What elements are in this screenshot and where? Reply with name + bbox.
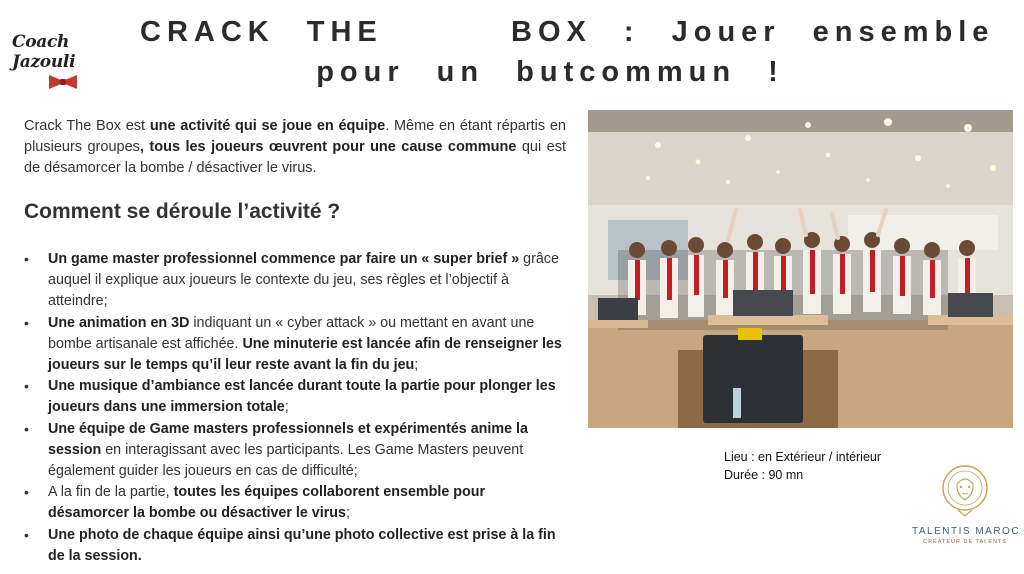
title-line-2: pour un butcommun ! (316, 56, 784, 88)
talentis-tagline: CRÉATEUR DE TALENTS (923, 539, 1007, 545)
bowtie-icon (48, 74, 78, 90)
step-bold: toutes les équipes collaborent ensemble pour désamorcer la bombe ou désactiver le virus (48, 484, 486, 522)
team-group-photo (588, 110, 1013, 428)
list-item (24, 249, 564, 313)
intro-paragraph (24, 116, 566, 179)
page-title (140, 12, 995, 92)
step-text: en interagissant avec les participants. Les Game Masters peuvent également guider les joueurs en cas de difficulté; (48, 441, 524, 480)
intro-bold-1: une activité qui se joue en équipe (149, 118, 386, 134)
step-text: ; (414, 357, 419, 374)
coach-jazouli-logo (12, 32, 122, 84)
list-item (24, 376, 564, 418)
section-heading: Comment se déroule l’activité ? (24, 200, 341, 223)
group-photo-illustration (588, 110, 1013, 428)
location-text: Lieu : en Extérieur / intérieur (724, 450, 882, 464)
activity-details (724, 448, 881, 484)
list-item (24, 419, 564, 483)
step-text: ; (284, 399, 289, 416)
step-bold: Un game master professionnel commence par faire un « super brief » (48, 251, 520, 267)
list-item (24, 482, 564, 524)
step-text: grâce auquel il explique aux joueurs le contexte du jeu, ses règles et l’objectif à atteindre; (48, 251, 559, 310)
step-text: ; (345, 505, 350, 522)
duration-text: Durée : 90 mn (724, 468, 804, 482)
title-line-1: CRACK THE BOX : Jouer ensemble (140, 16, 995, 48)
talentis-name: TALENTIS MAROC (912, 526, 1021, 537)
lion-emblem-icon (940, 460, 990, 520)
step-bold: Une photo de chaque équipe ainsi qu’une photo collective est prise à la fin de la session. (48, 526, 556, 564)
intro-text-2: . Même en étant répartis en plusieurs groupes (24, 118, 566, 155)
step-bold: Une minuterie est lancée afin de renseigner les joueurs sur le temps qu’il leur reste avant la fin du jeu (48, 335, 562, 374)
step-bold: Une équipe de Game masters professionnels et expérimentés anime la session (48, 420, 528, 458)
step-bold: Une animation en 3D (48, 314, 190, 331)
step-text: A la fin de la partie, (48, 484, 174, 501)
steps-list (24, 249, 564, 567)
intro-text-1: Crack The Box est (24, 118, 150, 134)
intro-text-3: qui est de désamorcer la bombe / désactiver le virus. (24, 139, 566, 176)
logo-text: Coach Jazouli (12, 32, 76, 72)
step-bold: Une musique d’ambiance est lancée durant toute la partie pour plonger les joueurs dans une immersion totale (48, 378, 556, 416)
list-item (24, 525, 564, 567)
step-text: indiquant un « cyber attack » ou mettant en avant une bombe artisanale est affichée. (48, 314, 535, 352)
intro-bold-2: , tous les joueurs œuvrent pour une cause commune (139, 139, 517, 155)
list-item (24, 313, 564, 377)
talentis-maroc-logo (912, 460, 1021, 545)
